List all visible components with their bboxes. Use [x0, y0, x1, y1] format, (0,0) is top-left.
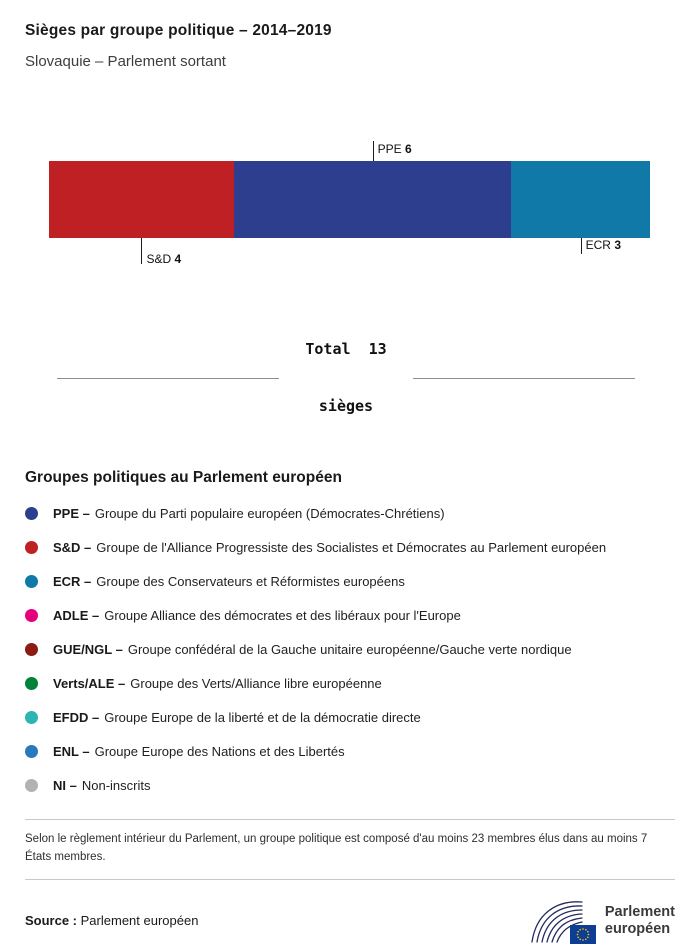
total-rule-right	[413, 378, 635, 379]
legend-desc: Groupe Alliance des démocrates et des libéraux pour l'Europe	[104, 608, 461, 623]
legend-desc: Non-inscrits	[81, 778, 151, 793]
legend-abbr: PPE –	[53, 506, 90, 521]
total-rule-left	[57, 378, 279, 379]
legend-desc: Groupe de l'Alliance Progressiste des Socialistes et Démocrates au Parlement européen	[96, 540, 607, 555]
legend-item-7	[25, 744, 675, 759]
legend-abbr: ECR –	[53, 574, 92, 589]
source-line	[25, 913, 198, 928]
legend-abbr: ADLE –	[53, 608, 100, 623]
source-label: Source :	[25, 913, 78, 929]
legend-desc: Groupe Europe de la liberté et de la démocratie directe	[104, 710, 421, 725]
legend-color-dot	[25, 779, 38, 792]
footer	[25, 896, 675, 946]
legend-color-dot	[25, 541, 38, 554]
eu-flag	[570, 925, 596, 944]
callout-label: S&D 4	[146, 252, 182, 266]
legend-abbr: EFDD –	[53, 710, 100, 725]
legend-item-4	[25, 642, 675, 657]
callout-line	[141, 238, 142, 264]
logo-word-line2: européen	[604, 920, 671, 937]
total-seats-count: Total 13	[305, 340, 387, 358]
logo-word-line1: Parlement	[604, 903, 675, 920]
legend-list	[25, 506, 675, 793]
bar-segment-ECR	[511, 161, 650, 238]
page-title: Sièges par groupe politique – 2014–2019	[25, 22, 332, 39]
legend-item-2	[25, 574, 675, 589]
callout-line	[373, 141, 374, 161]
legend-color-dot	[25, 711, 38, 724]
legend-color-dot	[25, 745, 38, 758]
hemicycle-logo-icon	[530, 896, 596, 946]
european-parliament-logo	[530, 896, 675, 946]
bar-segment-PPE	[234, 161, 511, 238]
callout-label: ECR 3	[585, 238, 621, 252]
legend-color-dot	[25, 643, 38, 656]
legend-color-dot	[25, 677, 38, 690]
legend-item-0	[25, 506, 675, 521]
legend-color-dot	[25, 609, 38, 622]
legend-abbr: Verts/ALE –	[53, 676, 126, 691]
page-subtitle: Slovaquie – Parlement sortant	[25, 53, 226, 70]
logo-wordmark	[605, 904, 675, 938]
total-seats-unit: sièges	[318, 397, 374, 415]
legend-item-8	[25, 778, 675, 793]
legend-abbr: GUE/NGL –	[53, 642, 123, 657]
divider-above-footer	[25, 879, 675, 880]
total-seats-row	[57, 302, 635, 454]
legend-item-3	[25, 608, 675, 623]
legend-abbr: NI –	[53, 778, 77, 793]
stacked-bar	[49, 161, 650, 238]
total-seats-label	[279, 302, 412, 454]
callout-label: PPE 6	[377, 142, 412, 156]
legend-abbr: ENL –	[53, 744, 90, 759]
seats-stacked-bar-chart	[49, 142, 650, 266]
legend-title: Groupes politiques au Parlement européen	[25, 469, 342, 486]
legend-item-5	[25, 676, 675, 691]
legend-color-dot	[25, 507, 38, 520]
legend-desc: Groupe Europe des Nations et des Libertés	[94, 744, 345, 759]
legend-item-6	[25, 710, 675, 725]
legend-desc: Groupe confédéral de la Gauche unitaire européenne/Gauche verte nordique	[127, 642, 572, 657]
bar-segment-S&D	[49, 161, 234, 238]
footnote-text: Selon le règlement intérieur du Parlement, un groupe politique est composé d'au moins 23 membres élus dans au moins 7 États membres.	[25, 833, 648, 863]
source-value: Parlement européen	[80, 913, 199, 929]
legend-desc: Groupe du Parti populaire européen (Démocrates-Chrétiens)	[94, 506, 445, 521]
legend-abbr: S&D –	[53, 540, 92, 555]
legend-desc: Groupe des Verts/Alliance libre européenne	[130, 676, 382, 691]
legend-item-1	[25, 540, 675, 555]
legend-desc: Groupe des Conservateurs et Réformistes européens	[96, 574, 405, 589]
legend-color-dot	[25, 575, 38, 588]
callout-line	[581, 238, 582, 254]
